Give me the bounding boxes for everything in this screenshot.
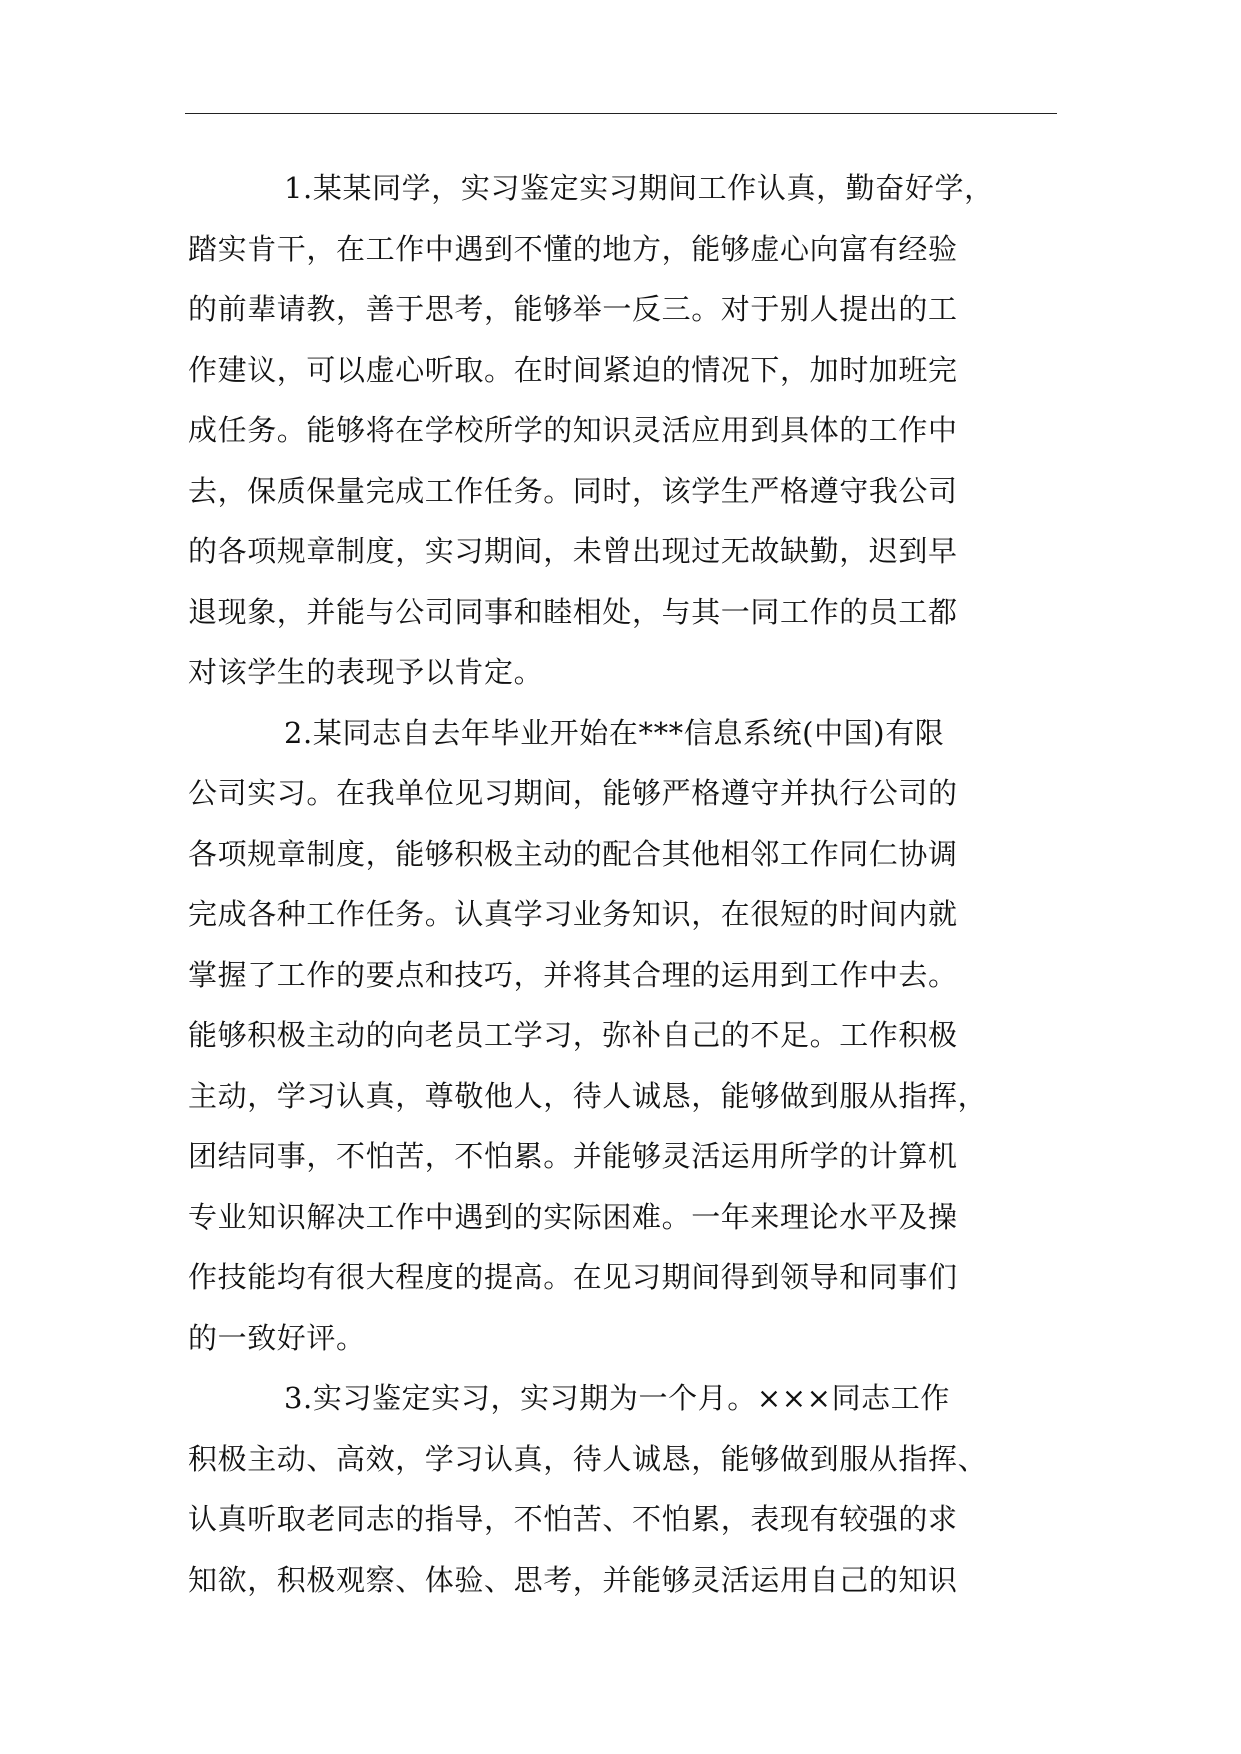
text-line: 公司实习。在我单位见习期间，能够严格遵守并执行公司的 [188,776,958,810]
text-line: 2.某同志自去年毕业开始在***信息系统(中国)有限 [284,715,945,750]
text-line: 作建议，可以虚心听取。在时间紧迫的情况下，加时加班完 [188,352,958,387]
document-body [188,158,1068,1610]
text-line: 1.某某同学，实习鉴定实习期间工作认真，勤奋好学， [284,171,994,205]
text-line: 对该学生的表现予以肯定。 [188,655,544,689]
text-line: 知欲，积极观察、体验、思考，并能够灵活运用自己的知识 [188,1562,958,1597]
text-line: 去，保质保量完成工作任务。同时，该学生严格遵守我公司 [188,473,958,508]
text-line: 完成各种工作任务。认真学习业务知识，在很短的时间内就 [188,897,958,931]
text-line: 能够积极主动的向老员工学习，弥补自己的不足。工作积极 [188,1018,958,1052]
text-line: 各项规章制度，能够积极主动的配合其他相邻工作同仁协调 [188,836,958,871]
text-line: 作技能均有很大程度的提高。在见习期间得到领导和同事们 [188,1260,958,1294]
text-line: 的各项规章制度，实习期间，未曾出现过无故缺勤，迟到早 [188,534,958,568]
text-line: 3.实习鉴定实习，实习期为一个月。×××同志工作 [284,1381,950,1415]
text-line: 的前辈请教，善于思考，能够举一反三。对于别人提出的工 [188,292,958,326]
text-line: 专业知识解决工作中遇到的实际困难。一年来理论水平及操 [188,1199,958,1234]
paragraph-3 [188,1368,1068,1610]
text-line: 踏实肯干，在工作中遇到不懂的地方，能够虚心向富有经验 [188,231,958,266]
text-line: 退现象，并能与公司同事和睦相处，与其一同工作的员工都 [188,594,958,629]
text-line: 成任务。能够将在学校所学的知识灵活应用到具体的工作中 [188,413,958,447]
text-line: 主动，学习认真，尊敬他人，待人诚恳，能够做到服从指挥， [188,1078,988,1113]
text-line: 积极主动、高效，学习认真，待人诚恳，能够做到服从指挥、 [188,1441,988,1476]
paragraph-1 [188,158,1068,703]
paragraph-2 [188,703,1068,1369]
header-rule [185,113,1057,114]
text-line: 认真听取老同志的指导，不怕苦、不怕累，表现有较强的求 [188,1502,958,1536]
text-line: 掌握了工作的要点和技巧，并将其合理的运用到工作中去。 [188,957,958,992]
text-line: 的一致好评。 [188,1320,366,1355]
text-line: 团结同事，不怕苦，不怕累。并能够灵活运用所学的计算机 [188,1139,958,1173]
